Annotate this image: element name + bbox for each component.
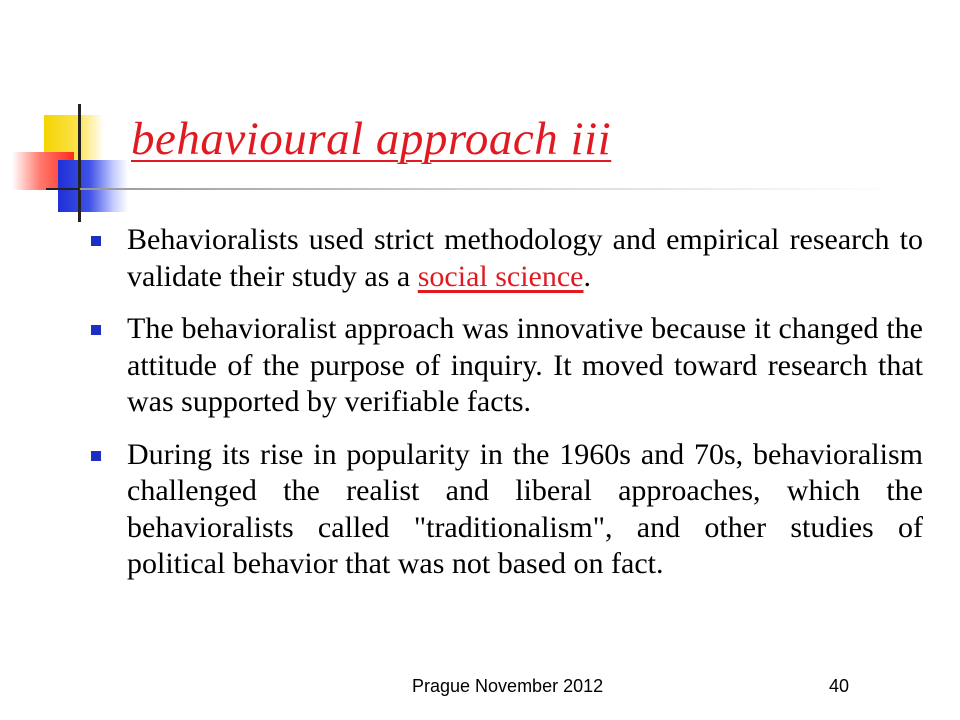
title-underline-rule — [80, 188, 900, 190]
bullet-item — [91, 437, 923, 583]
page-number: 40 — [829, 676, 850, 696]
bullet-item — [91, 222, 923, 295]
bullet-text-end: . — [583, 259, 591, 293]
bullet-item — [91, 311, 923, 421]
vertical-rule — [78, 104, 81, 222]
bullet-text: Behavioralists used strict methodology and empirical research to validate their study as a — [127, 223, 923, 293]
slide-title: behavioural approach iii — [131, 113, 612, 165]
blue-square — [58, 160, 128, 212]
decorative-squares-logo — [0, 0, 130, 230]
bullet-text: The behavioralist approach was innovative because it changed the attitude of the purpose of inquiry. It moved toward research that was supported by verifiable facts. — [127, 312, 923, 418]
bullet-list — [91, 222, 923, 599]
bullet-text: During its rise in popularity in the 1960s and 70s, behavioralism challenged the realist and liberal approaches, which the behavioralists called "traditionalism", and other studies of political behavior that was not based on fact. — [127, 437, 923, 580]
social-science-link[interactable]: social science — [417, 259, 584, 293]
footer-text: Prague November 2012 — [412, 676, 604, 696]
